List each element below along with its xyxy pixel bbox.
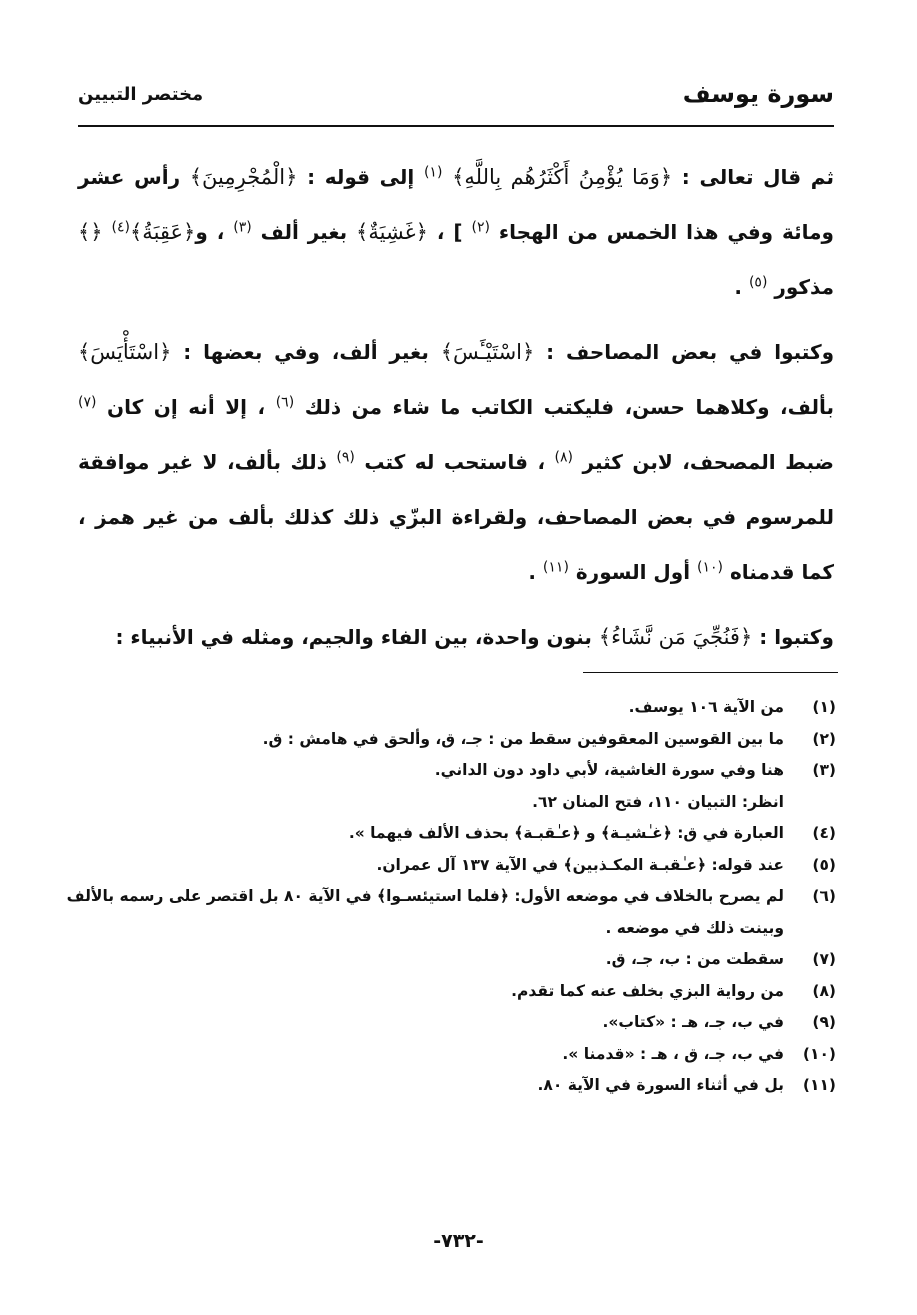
footnote-text: ما بين القوسين المعقوفين سقط من : جـ، ق، وألحق في هامش : ق. xyxy=(262,729,784,748)
paragraph-3 xyxy=(78,610,834,665)
quran-verse: ﴿فَنُجِّيَ مَن نَّشَاءُ﴾ xyxy=(598,625,753,649)
footnote-ref: (٨) xyxy=(554,449,574,466)
footnote-item xyxy=(60,755,836,787)
quran-bracket: ﴿﴾ xyxy=(78,220,103,244)
footnote-number: (٢) xyxy=(812,729,836,748)
quran-verse: ﴿غَشِيَةٌ﴾ xyxy=(356,220,428,244)
paragraph-2 xyxy=(78,325,834,600)
footnote-ref: (٦) xyxy=(275,394,295,411)
footnote-number: (٣) xyxy=(812,761,836,779)
quran-verse: ﴿عَقِبَةُ﴾ xyxy=(130,220,196,244)
footnote-divider xyxy=(583,672,838,673)
footnote-item xyxy=(60,724,836,756)
footnote-ref: (١٠) xyxy=(697,559,723,576)
footnote-continuation: وبينت ذلك في موضعه . xyxy=(605,918,784,937)
footnote-ref: (٣) xyxy=(233,219,252,236)
footnote-ref: (٥) xyxy=(748,274,768,291)
footnote-item xyxy=(60,1070,836,1102)
text-run: إلى قوله : xyxy=(297,165,424,189)
footnote-ref: (٢) xyxy=(471,219,490,236)
text-run: بغير ألف، وفي بعضها : xyxy=(171,340,441,364)
text-run: بنون واحدة، بين الفاء والجيم، ومثله في الأنبياء : xyxy=(115,625,599,649)
paragraph-1 xyxy=(78,150,834,315)
text-run: ، و xyxy=(195,220,234,244)
text-run: ذلك بألف، لا غير موافقة للمرسوم في بعض المصاحف، ولقراءة البزّي ذلك كذلك بألف من غير همز ، كما قدمناه xyxy=(78,450,834,584)
text-run: ، إلا أنه إن كان xyxy=(96,395,276,419)
footnote-item xyxy=(60,944,836,976)
text-run: بألف، وكلاهما حسن، فليكتب الكاتب ما شاء من ذلك xyxy=(294,395,834,419)
quran-verse: ﴿اسْتَيْـَٔسَ﴾ xyxy=(440,340,535,364)
footnote-number: (٦) xyxy=(812,887,836,905)
text-run: مذكور xyxy=(767,275,834,299)
footnote-item xyxy=(60,881,836,913)
text-run: . xyxy=(528,560,543,584)
footnote-ref: (٤) xyxy=(111,219,130,236)
footnote-item xyxy=(60,1007,836,1039)
footnote-text: العبارة في ق: ﴿غـٰشيـة﴾ و ﴿عـٰقبـة﴾ بحذف الألف فيهما ». xyxy=(348,824,784,842)
footnote-ref: (١١) xyxy=(542,559,569,576)
footnote-ref: (٧) xyxy=(78,394,97,411)
footnote-number: (٧) xyxy=(812,950,836,968)
footnotes xyxy=(60,692,836,1102)
header-divider xyxy=(78,125,834,127)
footnote-ref: (٩) xyxy=(336,449,355,466)
footnote-item xyxy=(60,850,836,882)
text-run: ، فاستحب له كتب xyxy=(354,450,555,474)
quran-verse: ﴿الْمُجْرِمِينَ﴾ xyxy=(189,165,298,189)
footnote-number: (٥) xyxy=(812,855,836,874)
footnote-text: هنا وفي سورة الغاشية، لأبي داود دون الداني. xyxy=(434,761,784,779)
footnote-text: لم يصرح بالخلاف في موضعه الأول: ﴿فلما استيئسـوا﴾ في الآية ٨٠ بل اقتصر على رسمه بالألف xyxy=(66,887,784,905)
text-run: . xyxy=(734,275,749,299)
footnote-number: (٨) xyxy=(812,981,836,1000)
footnote-continuation: انظر: التبيان ١١٠، فتح المنان ٦٢. xyxy=(532,792,784,811)
footnote-item xyxy=(60,692,836,724)
text-run: أول السورة xyxy=(568,560,698,584)
footnote-ref: (١) xyxy=(423,164,443,181)
text-run: ضبط المصحف، لابن كثير xyxy=(573,450,835,474)
text-run xyxy=(103,220,112,244)
running-header xyxy=(78,80,834,120)
surah-title: سورة يوسف xyxy=(682,80,834,108)
footnote-number: (٩) xyxy=(812,1013,836,1031)
text-run: وكتبوا في بعض المصاحف : xyxy=(534,340,835,364)
footnote-text: في ب، جـ، ق ، هـ : «قدمنا ». xyxy=(562,1044,784,1063)
text-run: رأس عشر ومائة وفي هذا الخمس من الهجاء xyxy=(78,165,834,244)
page-number: -٧٣٢- xyxy=(433,1230,484,1252)
text-run: ثم قال تعالى : xyxy=(672,165,834,189)
text-run: وكتبوا : xyxy=(752,625,834,649)
book-title: مختصر التبيين xyxy=(78,84,204,105)
footnote-text: في ب، جـ، هـ : «كتاب». xyxy=(602,1013,784,1031)
quran-verse: ﴿اسْتَأْيَسَ﴾ xyxy=(78,340,172,364)
footnote-text: بل في أثناء السورة في الآية ٨٠. xyxy=(537,1076,784,1094)
footnote-text: من رواية البزي بخلف عنه كما تقدم. xyxy=(511,981,784,1000)
quran-verse: ﴿وَمَا يُؤْمِنُ أَكْثَرُهُم بِاللَّهِ﴾ xyxy=(452,165,673,189)
footnote-item xyxy=(60,818,836,850)
footnote-number: (١) xyxy=(812,698,836,716)
footnote-item xyxy=(60,976,836,1008)
footnote-text: عند قوله: ﴿عـٰقبـة المكـذبين﴾ في الآية ١٣٧ آل عمران. xyxy=(376,855,784,874)
footnote-number: (٤) xyxy=(812,824,836,842)
footnote-item xyxy=(60,1039,836,1071)
footnote-number: (١٠) xyxy=(802,1044,836,1063)
footnote-text: من الآية ١٠٦ يوسف. xyxy=(628,698,784,716)
footnote-text: سقطت من : ب، جـ، ق. xyxy=(605,950,784,968)
footnote-number: (١١) xyxy=(802,1076,836,1094)
main-text xyxy=(78,150,834,665)
text-run: بغير ألف xyxy=(251,220,357,244)
text-run: ] ، xyxy=(427,220,472,244)
